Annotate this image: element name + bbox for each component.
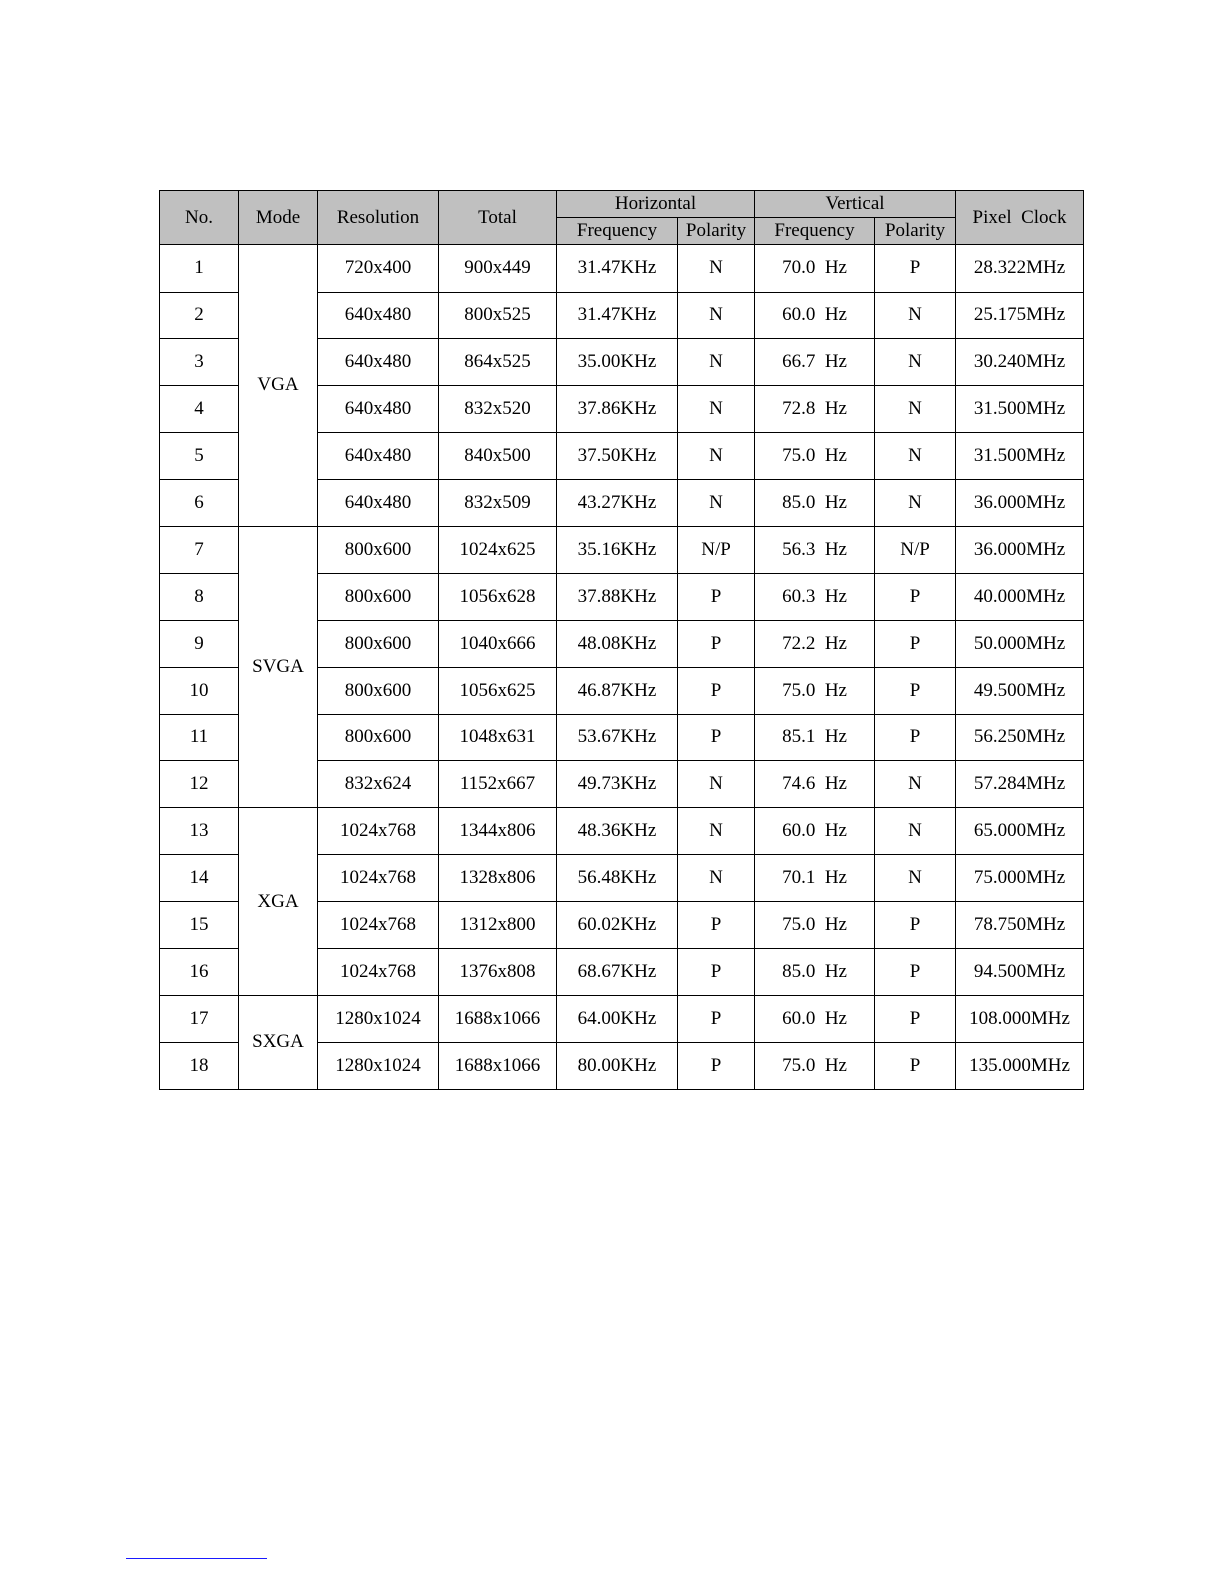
cell-no: 15 xyxy=(160,902,239,949)
cell-resolution: 1280x1024 xyxy=(318,995,439,1042)
cell-resolution: 800x600 xyxy=(318,667,439,714)
cell-h-polarity: P xyxy=(678,714,755,761)
cell-v-frequency: 75.0 Hz xyxy=(755,667,875,714)
header-row-top xyxy=(160,191,1084,218)
header-pixel-clock: Pixel Clock xyxy=(956,191,1084,245)
cell-no: 12 xyxy=(160,761,239,808)
cell-h-polarity: N xyxy=(678,292,755,339)
cell-mode: SVGA xyxy=(239,526,318,807)
cell-h-polarity: P xyxy=(678,573,755,620)
cell-v-frequency: 70.1 Hz xyxy=(755,855,875,902)
cell-h-polarity: N xyxy=(678,245,755,293)
footnote-separator xyxy=(126,1558,267,1559)
cell-v-frequency: 75.0 Hz xyxy=(755,1042,875,1089)
cell-resolution: 800x600 xyxy=(318,526,439,573)
cell-v-polarity: P xyxy=(875,714,956,761)
cell-v-frequency: 72.8 Hz xyxy=(755,386,875,433)
cell-total: 832x520 xyxy=(439,386,557,433)
cell-pixel-clock: 31.500MHz xyxy=(956,386,1084,433)
cell-h-polarity: P xyxy=(678,667,755,714)
cell-v-polarity: N xyxy=(875,386,956,433)
cell-no: 10 xyxy=(160,667,239,714)
cell-resolution: 800x600 xyxy=(318,714,439,761)
cell-mode: VGA xyxy=(239,245,318,527)
cell-v-polarity: P xyxy=(875,620,956,667)
cell-total: 1040x666 xyxy=(439,620,557,667)
cell-total: 1024x625 xyxy=(439,526,557,573)
cell-h-frequency: 49.73KHz xyxy=(557,761,678,808)
cell-pixel-clock: 50.000MHz xyxy=(956,620,1084,667)
cell-h-frequency: 35.16KHz xyxy=(557,526,678,573)
cell-total: 1312x800 xyxy=(439,902,557,949)
cell-v-frequency: 72.2 Hz xyxy=(755,620,875,667)
cell-v-frequency: 70.0 Hz xyxy=(755,245,875,293)
cell-h-polarity: N xyxy=(678,386,755,433)
cell-h-frequency: 31.47KHz xyxy=(557,245,678,293)
cell-v-polarity: N xyxy=(875,433,956,480)
cell-v-polarity: P xyxy=(875,902,956,949)
cell-v-polarity: N xyxy=(875,808,956,855)
cell-total: 840x500 xyxy=(439,433,557,480)
table-row xyxy=(160,526,1084,573)
header-vertical: Vertical xyxy=(755,191,956,218)
cell-v-frequency: 85.1 Hz xyxy=(755,714,875,761)
cell-v-polarity: P xyxy=(875,1042,956,1089)
cell-h-frequency: 48.08KHz xyxy=(557,620,678,667)
cell-resolution: 1280x1024 xyxy=(318,1042,439,1089)
cell-h-frequency: 37.86KHz xyxy=(557,386,678,433)
header-h-polarity: Polarity xyxy=(678,218,755,245)
cell-v-polarity: P xyxy=(875,573,956,620)
cell-no: 3 xyxy=(160,339,239,386)
cell-total: 1688x1066 xyxy=(439,1042,557,1089)
cell-h-polarity: N xyxy=(678,339,755,386)
cell-no: 11 xyxy=(160,714,239,761)
cell-total: 1688x1066 xyxy=(439,995,557,1042)
cell-total: 1328x806 xyxy=(439,855,557,902)
cell-h-frequency: 37.50KHz xyxy=(557,433,678,480)
cell-h-frequency: 64.00KHz xyxy=(557,995,678,1042)
cell-v-frequency: 75.0 Hz xyxy=(755,433,875,480)
cell-pixel-clock: 56.250MHz xyxy=(956,714,1084,761)
cell-h-polarity: N/P xyxy=(678,526,755,573)
cell-no: 2 xyxy=(160,292,239,339)
cell-h-polarity: P xyxy=(678,948,755,995)
header-horizontal: Horizontal xyxy=(557,191,755,218)
header-v-frequency: Frequency xyxy=(755,218,875,245)
cell-total: 1376x808 xyxy=(439,948,557,995)
cell-resolution: 640x480 xyxy=(318,339,439,386)
cell-v-frequency: 56.3 Hz xyxy=(755,526,875,573)
cell-no: 18 xyxy=(160,1042,239,1089)
cell-pixel-clock: 65.000MHz xyxy=(956,808,1084,855)
cell-no: 14 xyxy=(160,855,239,902)
cell-v-frequency: 75.0 Hz xyxy=(755,902,875,949)
cell-v-frequency: 60.0 Hz xyxy=(755,995,875,1042)
header-mode: Mode xyxy=(239,191,318,245)
cell-total: 1056x625 xyxy=(439,667,557,714)
table-row xyxy=(160,808,1084,855)
cell-h-polarity: N xyxy=(678,761,755,808)
cell-h-frequency: 80.00KHz xyxy=(557,1042,678,1089)
cell-no: 5 xyxy=(160,433,239,480)
cell-pixel-clock: 49.500MHz xyxy=(956,667,1084,714)
cell-h-frequency: 43.27KHz xyxy=(557,480,678,527)
cell-v-frequency: 60.0 Hz xyxy=(755,292,875,339)
cell-no: 9 xyxy=(160,620,239,667)
cell-no: 16 xyxy=(160,948,239,995)
table-row xyxy=(160,995,1084,1042)
cell-no: 8 xyxy=(160,573,239,620)
cell-total: 832x509 xyxy=(439,480,557,527)
cell-v-frequency: 85.0 Hz xyxy=(755,948,875,995)
cell-pixel-clock: 108.000MHz xyxy=(956,995,1084,1042)
cell-v-frequency: 60.3 Hz xyxy=(755,573,875,620)
cell-resolution: 1024x768 xyxy=(318,808,439,855)
cell-v-polarity: N xyxy=(875,855,956,902)
cell-resolution: 640x480 xyxy=(318,480,439,527)
cell-v-frequency: 60.0 Hz xyxy=(755,808,875,855)
header-resolution: Resolution xyxy=(318,191,439,245)
cell-v-polarity: N xyxy=(875,761,956,808)
cell-h-polarity: P xyxy=(678,995,755,1042)
cell-h-polarity: P xyxy=(678,620,755,667)
cell-v-frequency: 66.7 Hz xyxy=(755,339,875,386)
cell-mode: SXGA xyxy=(239,995,318,1089)
cell-total: 1344x806 xyxy=(439,808,557,855)
cell-no: 7 xyxy=(160,526,239,573)
cell-h-frequency: 68.67KHz xyxy=(557,948,678,995)
cell-total: 864x525 xyxy=(439,339,557,386)
cell-total: 1048x631 xyxy=(439,714,557,761)
cell-total: 900x449 xyxy=(439,245,557,293)
cell-no: 6 xyxy=(160,480,239,527)
cell-no: 1 xyxy=(160,245,239,293)
header-v-polarity: Polarity xyxy=(875,218,956,245)
header-no: No. xyxy=(160,191,239,245)
cell-v-polarity: P xyxy=(875,667,956,714)
cell-pixel-clock: 57.284MHz xyxy=(956,761,1084,808)
cell-no: 4 xyxy=(160,386,239,433)
cell-v-polarity: N xyxy=(875,339,956,386)
cell-v-polarity: N xyxy=(875,480,956,527)
cell-pixel-clock: 94.500MHz xyxy=(956,948,1084,995)
cell-pixel-clock: 36.000MHz xyxy=(956,526,1084,573)
cell-v-polarity: P xyxy=(875,948,956,995)
table-row xyxy=(160,245,1084,293)
cell-h-polarity: P xyxy=(678,1042,755,1089)
cell-h-frequency: 46.87KHz xyxy=(557,667,678,714)
cell-h-polarity: N xyxy=(678,480,755,527)
cell-no: 17 xyxy=(160,995,239,1042)
cell-resolution: 800x600 xyxy=(318,620,439,667)
cell-v-frequency: 74.6 Hz xyxy=(755,761,875,808)
cell-pixel-clock: 30.240MHz xyxy=(956,339,1084,386)
cell-resolution: 720x400 xyxy=(318,245,439,293)
cell-resolution: 800x600 xyxy=(318,573,439,620)
cell-pixel-clock: 40.000MHz xyxy=(956,573,1084,620)
cell-pixel-clock: 75.000MHz xyxy=(956,855,1084,902)
cell-v-polarity: P xyxy=(875,995,956,1042)
cell-pixel-clock: 36.000MHz xyxy=(956,480,1084,527)
cell-resolution: 640x480 xyxy=(318,386,439,433)
cell-no: 13 xyxy=(160,808,239,855)
cell-h-frequency: 35.00KHz xyxy=(557,339,678,386)
cell-h-polarity: N xyxy=(678,808,755,855)
cell-h-frequency: 31.47KHz xyxy=(557,292,678,339)
header-total: Total xyxy=(439,191,557,245)
cell-h-polarity: P xyxy=(678,902,755,949)
cell-pixel-clock: 28.322MHz xyxy=(956,245,1084,293)
cell-h-frequency: 48.36KHz xyxy=(557,808,678,855)
cell-v-frequency: 85.0 Hz xyxy=(755,480,875,527)
header-h-frequency: Frequency xyxy=(557,218,678,245)
cell-h-frequency: 60.02KHz xyxy=(557,902,678,949)
cell-pixel-clock: 31.500MHz xyxy=(956,433,1084,480)
cell-pixel-clock: 135.000MHz xyxy=(956,1042,1084,1089)
cell-v-polarity: N xyxy=(875,292,956,339)
cell-resolution: 1024x768 xyxy=(318,902,439,949)
display-timing-table xyxy=(159,190,1084,1090)
cell-mode: XGA xyxy=(239,808,318,996)
table-body xyxy=(160,245,1084,1090)
cell-total: 1056x628 xyxy=(439,573,557,620)
cell-pixel-clock: 25.175MHz xyxy=(956,292,1084,339)
cell-resolution: 832x624 xyxy=(318,761,439,808)
cell-resolution: 1024x768 xyxy=(318,855,439,902)
cell-h-polarity: N xyxy=(678,433,755,480)
cell-resolution: 640x480 xyxy=(318,292,439,339)
cell-v-polarity: P xyxy=(875,245,956,293)
cell-h-frequency: 53.67KHz xyxy=(557,714,678,761)
cell-pixel-clock: 78.750MHz xyxy=(956,902,1084,949)
cell-v-polarity: N/P xyxy=(875,526,956,573)
cell-resolution: 640x480 xyxy=(318,433,439,480)
cell-h-polarity: N xyxy=(678,855,755,902)
cell-h-frequency: 56.48KHz xyxy=(557,855,678,902)
table-header xyxy=(160,191,1084,245)
cell-total: 800x525 xyxy=(439,292,557,339)
cell-resolution: 1024x768 xyxy=(318,948,439,995)
cell-h-frequency: 37.88KHz xyxy=(557,573,678,620)
cell-total: 1152x667 xyxy=(439,761,557,808)
